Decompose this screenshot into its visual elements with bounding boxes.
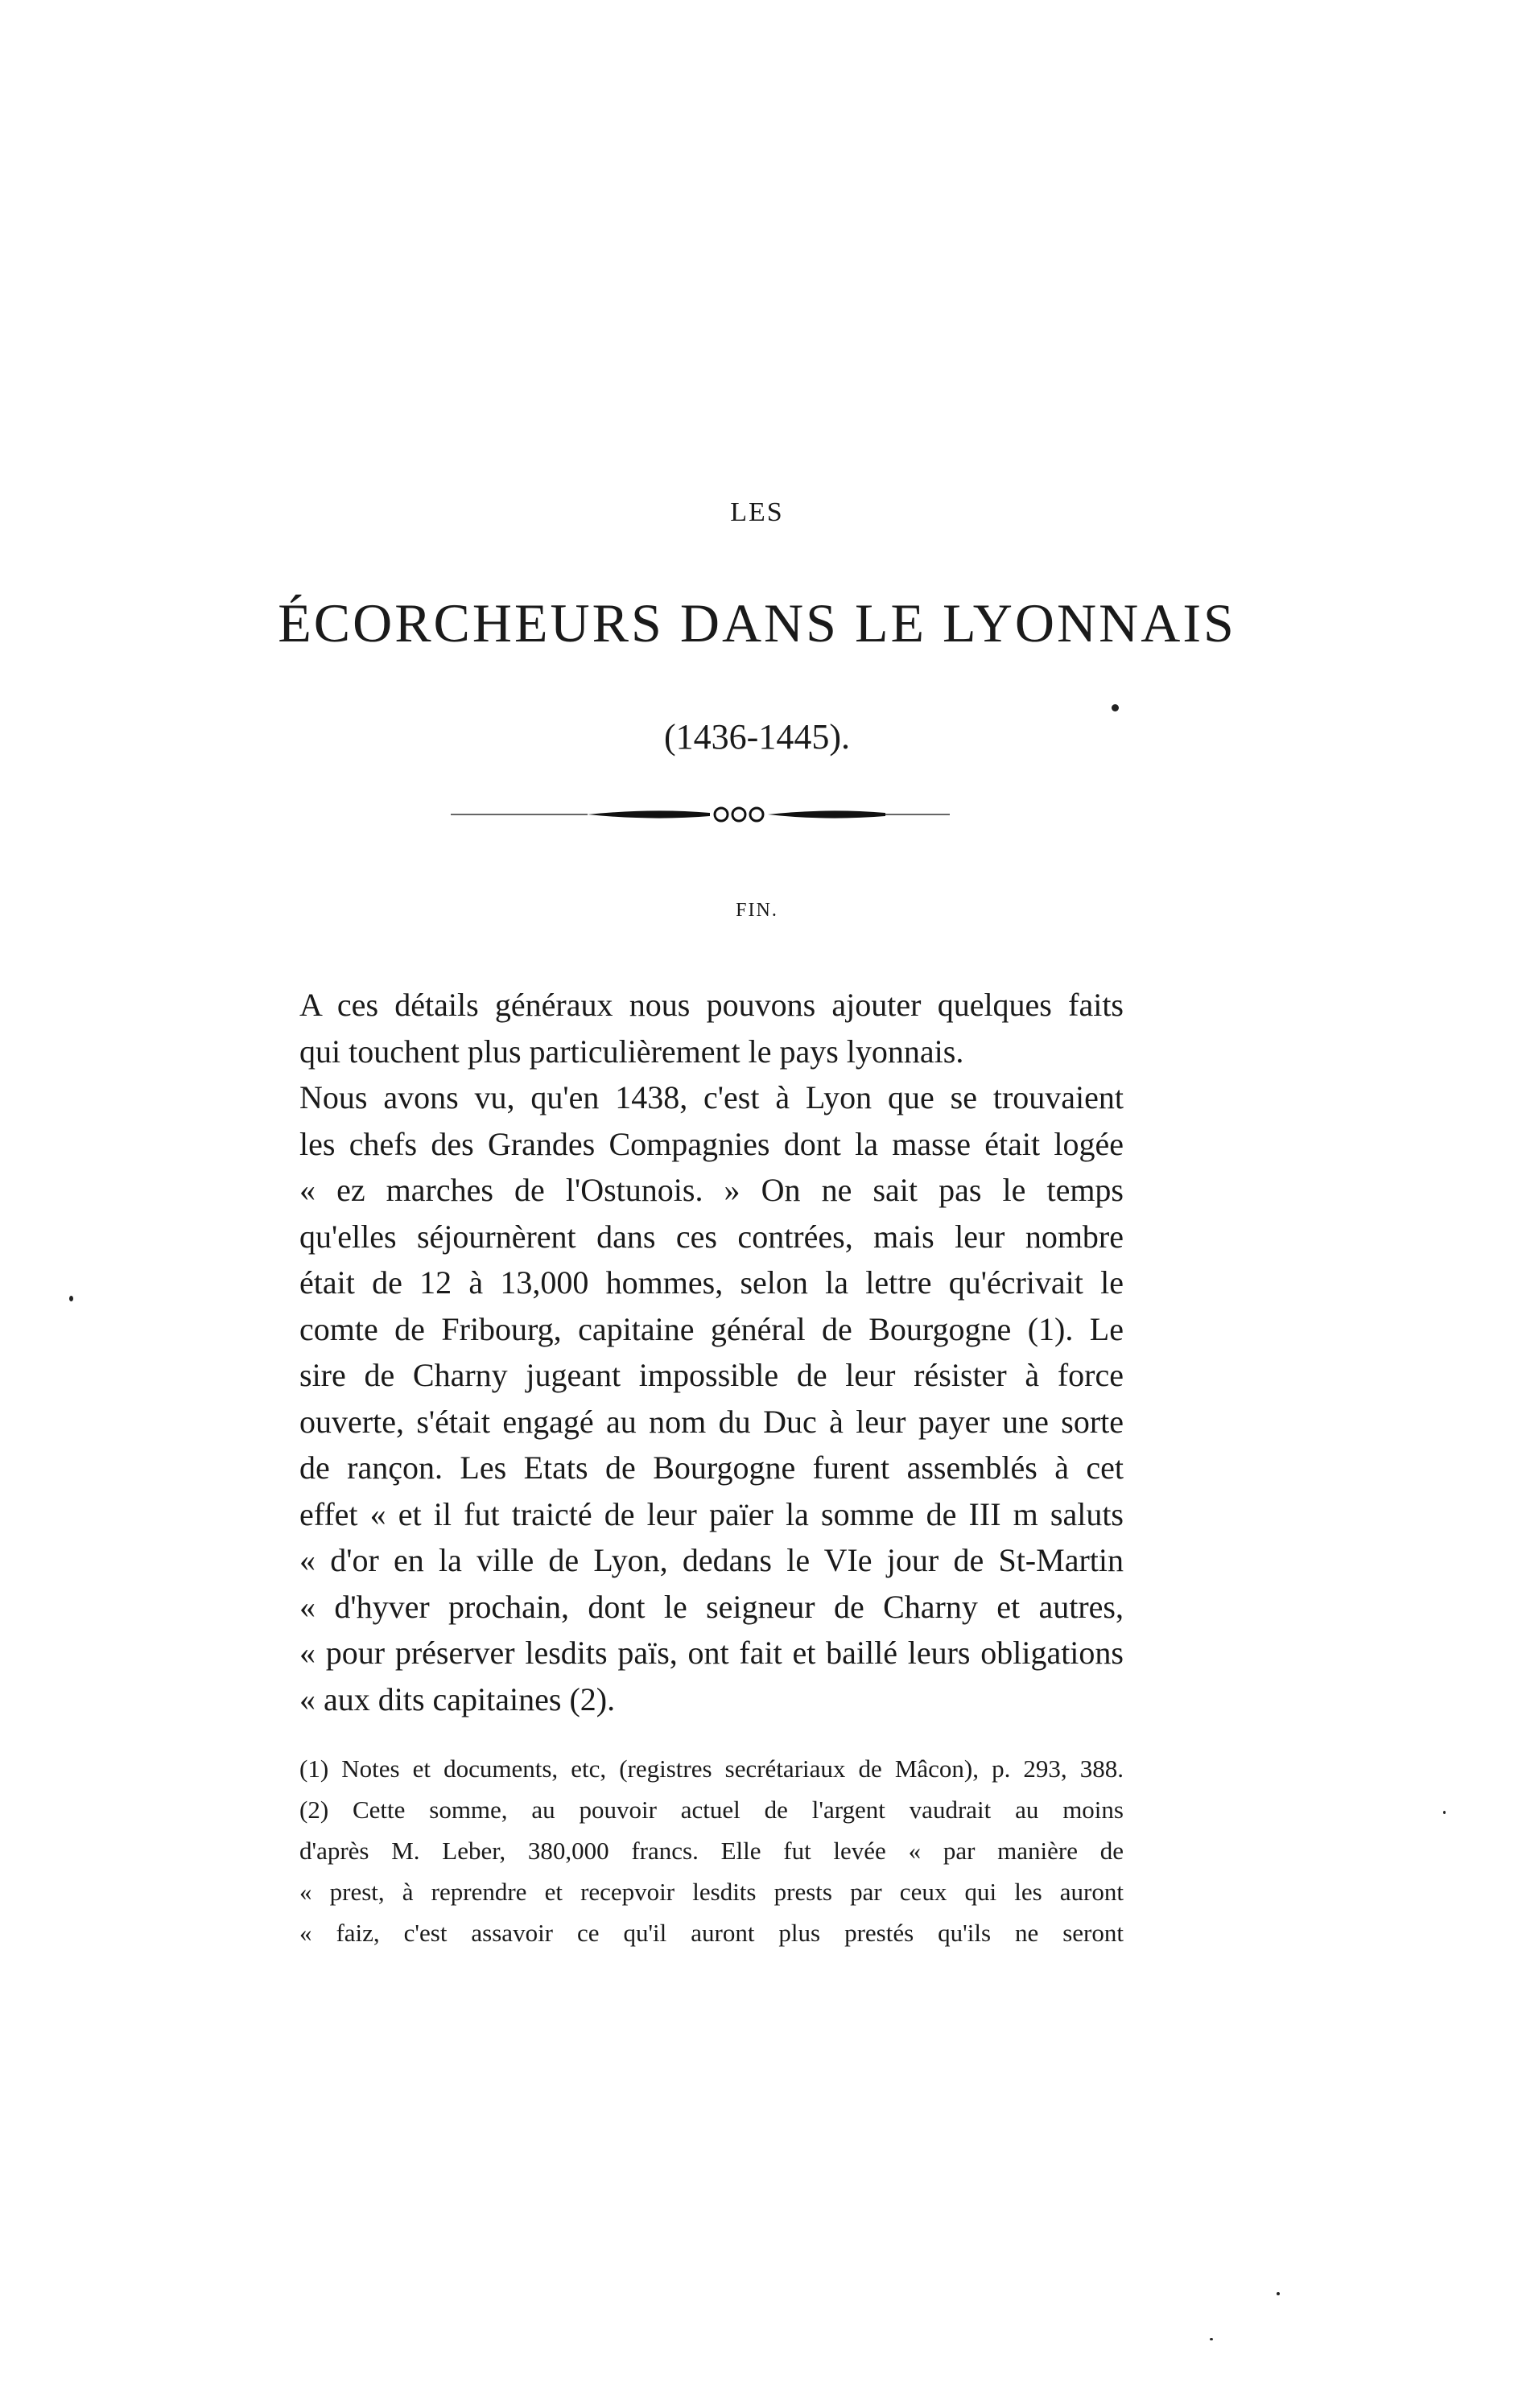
- footnote-line: « faiz, c'est assavoir ce qu'il auront plus prestés qu'ils ne seront: [299, 1919, 1124, 1947]
- body-line: effet « et il fut traicté de leur païer la somme de III m saluts: [299, 1495, 1124, 1532]
- body-line: « pour préserver lesdits païs, ont fait et baillé leurs obligations: [299, 1635, 1124, 1671]
- date-range: (1436-1445).: [664, 717, 850, 757]
- page-title: ÉCORCHEURS DANS LE LYONNAIS: [278, 592, 1236, 654]
- kicker-les: LES: [730, 497, 784, 527]
- scan-speck: [1112, 704, 1119, 711]
- ornamental-divider: [451, 797, 950, 832]
- body-line: qu'elles séjournèrent dans ces contrées, mais leur nombre: [299, 1218, 1124, 1255]
- body-text: [299, 982, 1124, 1722]
- body-line: A ces détails généraux nous pouvons ajouter quelques faits: [299, 987, 1124, 1023]
- section-marker-fin: FIN.: [736, 900, 778, 921]
- footnotes: [299, 1748, 1124, 1953]
- body-line: sire de Charny jugeant impossible de leur résister à force: [299, 1357, 1124, 1393]
- body-line: Nous avons vu, qu'en 1438, c'est à Lyon que se trouvaient: [299, 1079, 1124, 1115]
- body-line: ouverte, s'était engagé au nom du Duc à leur payer une sorte: [299, 1403, 1124, 1440]
- scan-speck: [1210, 2338, 1213, 2340]
- footnote-2: (2) Cette somme, au pouvoir actuel de l'argent vaudrait au moins: [299, 1796, 1124, 1824]
- scan-speck: [69, 1296, 73, 1301]
- footnote-line: d'après M. Leber, 380,000 francs. Elle fut levée « par manière de: [299, 1837, 1124, 1865]
- footnote-1: (1) Notes et documents, etc, (registres secrétariaux de Mâcon), p. 293, 388.: [299, 1754, 1124, 1783]
- body-line: de rançon. Les Etats de Bourgogne furent assemblés à cet: [299, 1449, 1124, 1486]
- body-line: qui touchent plus particulièrement le pays lyonnais.: [299, 1033, 964, 1070]
- scan-speck: [1277, 2292, 1280, 2295]
- body-line: les chefs des Grandes Compagnies dont la masse était logée: [299, 1125, 1124, 1162]
- footnote-line: « prest, à reprendre et recepvoir lesdits prests par ceux qui les auront: [299, 1878, 1124, 1906]
- body-line: comte de Fribourg, capitaine général de Bourgogne (1). Le: [299, 1310, 1124, 1347]
- scan-speck: [1443, 1811, 1446, 1814]
- body-line: était de 12 à 13,000 hommes, selon la lettre qu'écrivait le: [299, 1264, 1124, 1301]
- body-line: « aux dits capitaines (2).: [299, 1680, 616, 1717]
- body-line: « d'or en la ville de Lyon, dedans le VIe jour de St-Martin: [299, 1542, 1124, 1578]
- body-line: « ez marches de l'Ostunois. » On ne sait pas le temps: [299, 1172, 1124, 1208]
- body-line: « d'hyver prochain, dont le seigneur de Charny et autres,: [299, 1588, 1124, 1625]
